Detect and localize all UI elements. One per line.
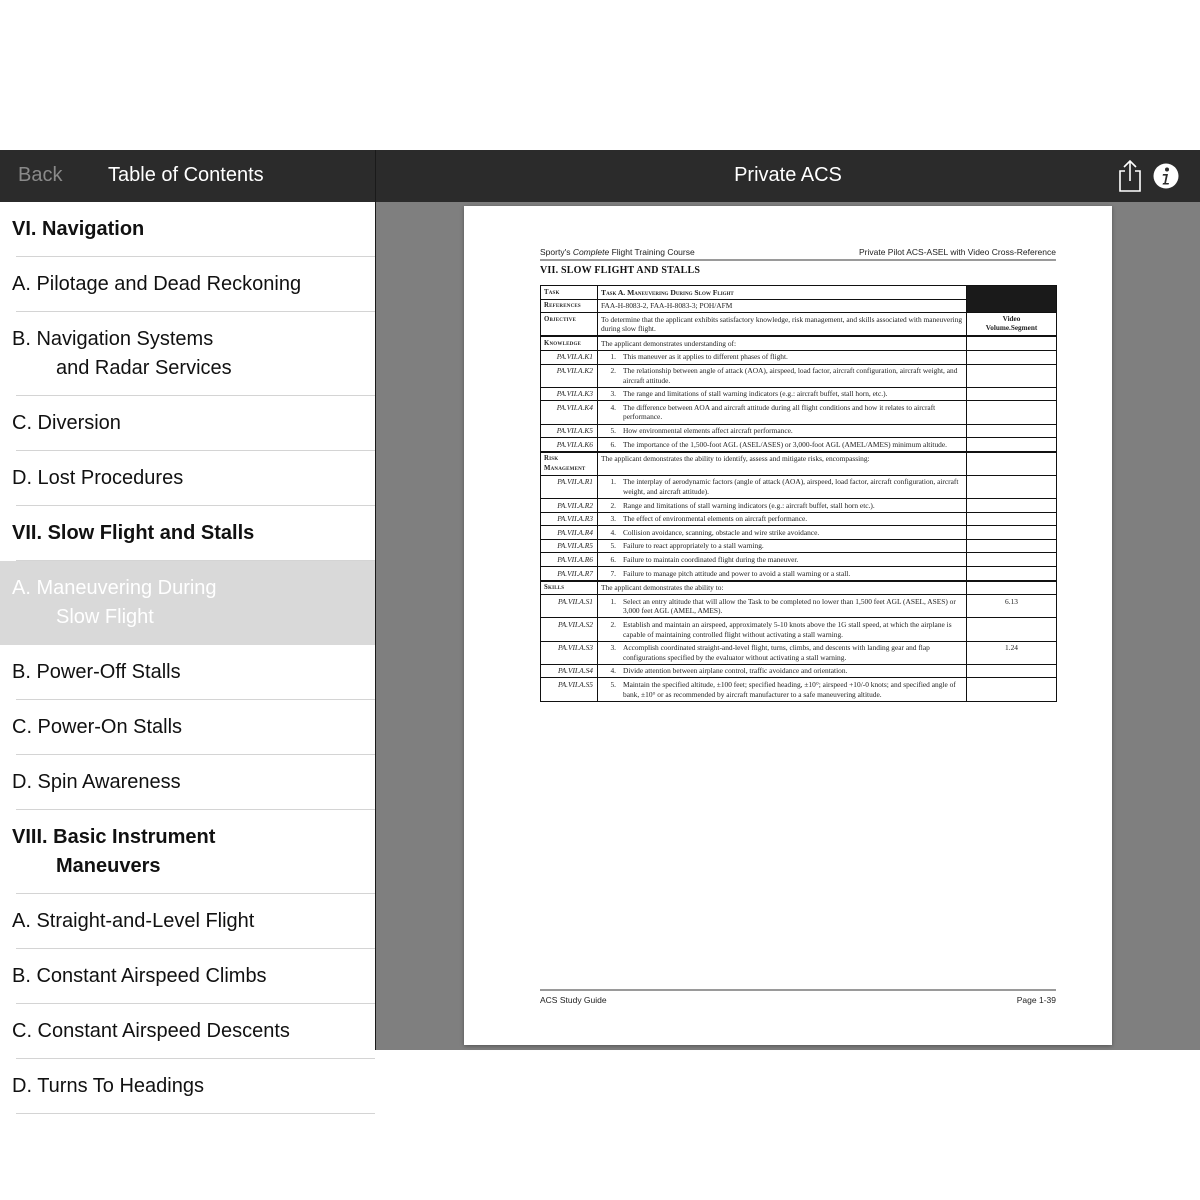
element-text: The difference between AOA and aircraft attitude during all flight conditions and how it relates to aircraft performance.: [623, 402, 936, 422]
toc-item-label: D. Spin Awareness: [12, 771, 181, 793]
video-cell: [967, 581, 1057, 595]
video-header-fill: [967, 286, 1057, 313]
objective-label: Objective: [541, 313, 598, 337]
toc-item-label: C. Constant Airspeed Descents: [12, 1020, 290, 1042]
document-pane: [376, 150, 1200, 1050]
document-title: Private ACS: [734, 164, 842, 186]
toc-item-airspeed-climbs[interactable]: [0, 949, 375, 1004]
element-code: PA.VII.A.K5: [541, 424, 598, 438]
knowledge-items: [541, 350, 1057, 451]
element-code: PA.VII.A.R5: [541, 539, 598, 553]
element-row: [541, 641, 1057, 664]
risk-row: [541, 452, 1057, 476]
toc-section-basic-instrument[interactable]: [0, 810, 375, 894]
element-number: 4.: [610, 666, 616, 676]
element-text-cell: [598, 499, 967, 513]
toc-item-diversion[interactable]: [0, 396, 375, 451]
element-text: Failure to manage pitch attitude and power to avoid a stall warning or a stall.: [623, 568, 851, 578]
element-row: [541, 539, 1057, 553]
toc-item-label-cont: Maneuvers: [56, 855, 161, 877]
document-page[interactable]: [464, 206, 1112, 1045]
element-text-cell: [598, 539, 967, 553]
acs-task-table: [540, 285, 1057, 702]
element-text: Failure to maintain coordinated flight during the maneuver.: [623, 554, 799, 564]
skills-label: Skills: [541, 581, 598, 595]
element-number: 2.: [610, 500, 616, 510]
element-row: [541, 618, 1057, 641]
toc-item-label-cont: Slow Flight: [56, 606, 154, 628]
section-heading: VII. SLOW FLIGHT AND STALLS: [540, 265, 701, 276]
element-row: [541, 678, 1057, 701]
element-code: PA.VII.A.K4: [541, 401, 598, 424]
video-reference: 1.24: [967, 641, 1057, 664]
element-code: PA.VII.A.S1: [541, 595, 598, 618]
element-code: PA.VII.A.K6: [541, 438, 598, 452]
element-row: [541, 512, 1057, 526]
element-row: [541, 553, 1057, 567]
knowledge-label: Knowledge: [541, 336, 598, 350]
video-reference: [967, 567, 1057, 581]
element-text: How environmental elements affect aircraft performance.: [623, 426, 793, 436]
video-cell: [967, 452, 1057, 476]
element-text-cell: [598, 553, 967, 567]
video-reference: [967, 664, 1057, 678]
element-text-cell: [598, 364, 967, 387]
toc-item-power-on-stalls[interactable]: [0, 700, 375, 755]
element-text-cell: [598, 664, 967, 678]
course-suffix: Flight Training Course: [609, 247, 695, 257]
video-reference: [967, 539, 1057, 553]
element-row: [541, 387, 1057, 401]
element-row: [541, 364, 1057, 387]
toc-item-label: D. Lost Procedures: [12, 467, 184, 489]
element-code: PA.VII.A.K2: [541, 364, 598, 387]
element-code: PA.VII.A.K1: [541, 350, 598, 364]
page-header-course: [540, 247, 695, 257]
element-row: [541, 499, 1057, 513]
video-cell: [967, 336, 1057, 350]
risk-label: [541, 452, 598, 476]
element-text-cell: [598, 401, 967, 424]
element-text: The interplay of aerodynamic factors (angle of attack (AOA), airspeed, load factor, aircraft configuration, aircraft weight, and aircraft attitude).: [623, 477, 959, 496]
element-code: PA.VII.A.S3: [541, 641, 598, 664]
toc-item-navigation-systems[interactable]: [0, 312, 375, 396]
element-number: 1.: [610, 477, 616, 487]
element-row: [541, 664, 1057, 678]
element-text: The relationship between angle of attack (AOA), airspeed, load factor, aircraft configuration, aircraft weight, and aircraft attitude.: [623, 366, 958, 385]
document-header: [376, 150, 1200, 202]
toc-item-label: B. Power-Off Stalls: [12, 661, 181, 683]
element-number: 2.: [610, 619, 616, 629]
toc-header: [0, 150, 375, 202]
page-header-doc: Private Pilot ACS-ASEL with Video Cross-Reference: [858, 247, 1056, 257]
element-text: The importance of the 1,500-foot AGL (ASEL/ASES) or 3,000-foot AGL (AMEL/AMES) minimum altitude.: [623, 439, 947, 449]
toc-item-label: B. Constant Airspeed Climbs: [12, 965, 267, 987]
back-button[interactable]: Back: [18, 164, 63, 186]
video-reference: [967, 424, 1057, 438]
risk-label-line1: Risk: [544, 455, 559, 463]
element-number: 4.: [610, 527, 616, 537]
element-row: [541, 475, 1057, 498]
element-text-cell: [598, 387, 967, 401]
element-text-cell: [598, 618, 967, 641]
info-icon[interactable]: [1152, 162, 1180, 190]
app-screen: [0, 150, 1200, 1097]
element-code: PA.VII.A.R3: [541, 512, 598, 526]
references-text: FAA-H-8083-2, FAA-H-8083-3; POH/AFM: [598, 299, 967, 313]
element-row: [541, 595, 1057, 618]
toc-pane: [0, 150, 375, 1097]
element-code: PA.VII.A.R6: [541, 553, 598, 567]
element-number: 2.: [610, 366, 616, 376]
element-text: Establish and maintain an airspeed, approximately 5-10 knots above the 1G stall speed, at which the airplane is capable of maintaining controlled flight without activating a stall warning.: [623, 619, 952, 639]
footer-page-number: Page 1-39: [1016, 995, 1056, 1005]
task-title: Task A. Maneuvering During Slow Flight: [598, 286, 967, 300]
video-reference: [967, 553, 1057, 567]
element-row: [541, 567, 1057, 581]
toc-item-label: VIII. Basic Instrument: [12, 826, 216, 848]
element-text: Accomplish coordinated straight-and-level flight, turns, climbs, and descents with landing gear and flap configurations specified by the evaluator without activating a stall warning.: [623, 643, 930, 662]
video-reference: 6.13: [967, 595, 1057, 618]
element-code: PA.VII.A.S5: [541, 678, 598, 701]
element-text: Failure to react appropriately to a stall warning.: [623, 541, 764, 551]
toc-item-turns-headings[interactable]: [0, 1059, 375, 1114]
objective-row: [541, 313, 1057, 337]
video-reference: [967, 475, 1057, 498]
video-reference: [967, 350, 1057, 364]
toc-item-power-off-stalls[interactable]: [0, 645, 375, 700]
element-code: PA.VII.A.R4: [541, 526, 598, 540]
element-number: 6.: [610, 439, 616, 449]
risk-items: [541, 475, 1057, 580]
skills-items: [541, 595, 1057, 701]
element-row: [541, 526, 1057, 540]
toc-item-pilotage[interactable]: [0, 257, 375, 312]
video-reference: [967, 387, 1057, 401]
video-reference: [967, 526, 1057, 540]
element-row: [541, 350, 1057, 364]
element-text-cell: [598, 475, 967, 498]
element-number: 1.: [610, 352, 616, 362]
toc-item-label: C. Diversion: [12, 412, 121, 434]
element-text-cell: [598, 424, 967, 438]
element-code: PA.VII.A.K3: [541, 387, 598, 401]
share-icon[interactable]: [1116, 159, 1144, 193]
footer-guide: ACS Study Guide: [540, 995, 607, 1005]
toc-list[interactable]: [0, 202, 375, 1097]
element-text: This maneuver as it applies to different phases of flight.: [623, 352, 788, 362]
toc-item-airspeed-descents[interactable]: [0, 1004, 375, 1059]
skills-row: [541, 581, 1057, 595]
element-text-cell: [598, 526, 967, 540]
references-label: References: [541, 299, 598, 313]
element-number: 5.: [610, 426, 616, 436]
risk-intro: The applicant demonstrates the ability to identify, assess and mitigate risks, encompassing:: [598, 452, 967, 476]
element-text-cell: [598, 567, 967, 581]
video-reference: [967, 499, 1057, 513]
element-code: PA.VII.A.R7: [541, 567, 598, 581]
task-label: Task: [541, 286, 598, 300]
knowledge-row: [541, 336, 1057, 350]
element-code: PA.VII.A.R1: [541, 475, 598, 498]
toc-item-label: VI. Navigation: [12, 218, 145, 240]
element-row: [541, 401, 1057, 424]
toc-item-label: C. Power-On Stalls: [12, 716, 183, 738]
toc-header-title: Table of Contents: [108, 164, 264, 186]
element-text: Maintain the specified altitude, ±100 feet; specified heading, ±10°; airspeed +10/-0 knots; and specified angle of bank, ±10° or as recommended by aircraft manufacturer to a safe maneuvering altitude.: [623, 679, 956, 699]
toc-item-maneuvering-slow-flight[interactable]: [0, 561, 375, 645]
element-code: PA.VII.A.S4: [541, 664, 598, 678]
knowledge-intro: The applicant demonstrates understanding of:: [598, 336, 967, 350]
video-header-line1: Video: [1002, 314, 1021, 323]
toc-item-label-cont: and Radar Services: [56, 357, 232, 379]
element-code: PA.VII.A.S2: [541, 618, 598, 641]
element-number: 5.: [610, 541, 616, 551]
element-row: [541, 424, 1057, 438]
toc-item-label: B. Navigation Systems: [12, 328, 214, 350]
toc-item-label: VII. Slow Flight and Stalls: [12, 522, 255, 544]
task-row: [541, 286, 1057, 300]
element-text-cell: [598, 350, 967, 364]
element-number: 1.: [610, 596, 616, 606]
element-number: 5.: [610, 679, 616, 689]
element-text: The range and limitations of stall warning indicators (e.g.: aircraft buffet, stall horn, etc.).: [623, 389, 888, 399]
element-text: The effect of environmental elements on aircraft performance.: [623, 514, 808, 524]
element-number: 7.: [610, 568, 616, 578]
video-reference: [967, 618, 1057, 641]
video-reference: [967, 512, 1057, 526]
element-text: Range and limitations of stall warning indicators (e.g.: aircraft buffet, stall horn etc.).: [623, 500, 875, 510]
element-text-cell: [598, 438, 967, 452]
objective-text: To determine that the applicant exhibits satisfactory knowledge, risk management, and skills associated with maneuvering during slow flight.: [598, 313, 967, 337]
video-reference: [967, 364, 1057, 387]
risk-label-line2: Management: [544, 464, 586, 472]
toc-section-navigation[interactable]: [0, 202, 375, 257]
video-column-header: [967, 313, 1057, 337]
element-row: [541, 438, 1057, 452]
element-text-cell: [598, 595, 967, 618]
element-number: 3.: [610, 643, 616, 653]
element-text-cell: [598, 678, 967, 701]
toc-item-label: D. Turns To Headings: [12, 1075, 204, 1097]
toc-item-label: A. Maneuvering During: [12, 577, 217, 599]
toc-item-lost-procedures[interactable]: [0, 451, 375, 506]
element-text-cell: [598, 641, 967, 664]
element-text: Select an entry altitude that will allow the Task to be completed no lower than 1,500 feet AGL (ASEL, ASES) or 3,000 feet AGL (AMEL, AMES).: [623, 596, 956, 616]
video-header-line2: Volume.Segment: [985, 324, 1038, 333]
video-reference: [967, 678, 1057, 701]
element-number: 3.: [610, 514, 616, 524]
element-number: 4.: [610, 402, 616, 412]
toc-item-spin-awareness[interactable]: [0, 755, 375, 810]
course-emphasis: Complete: [572, 247, 610, 257]
toc-item-label: A. Pilotage and Dead Reckoning: [12, 273, 302, 295]
element-text: Collision avoidance, scanning, obstacle and wire strike avoidance.: [623, 527, 820, 537]
toc-section-slow-flight[interactable]: [0, 506, 375, 561]
skills-intro: The applicant demonstrates the ability to:: [598, 581, 967, 595]
header-rule: [540, 259, 1056, 261]
element-text: Divide attention between airplane control, traffic avoidance and orientation.: [623, 666, 848, 676]
video-reference: [967, 438, 1057, 452]
element-number: 3.: [610, 389, 616, 399]
video-reference: [967, 401, 1057, 424]
element-code: PA.VII.A.R2: [541, 499, 598, 513]
toc-item-straight-level[interactable]: [0, 894, 375, 949]
element-text-cell: [598, 512, 967, 526]
course-prefix: Sporty's: [540, 247, 573, 257]
footer-rule: [540, 989, 1056, 991]
element-number: 6.: [610, 554, 616, 564]
toc-item-label: A. Straight-and-Level Flight: [12, 910, 255, 932]
